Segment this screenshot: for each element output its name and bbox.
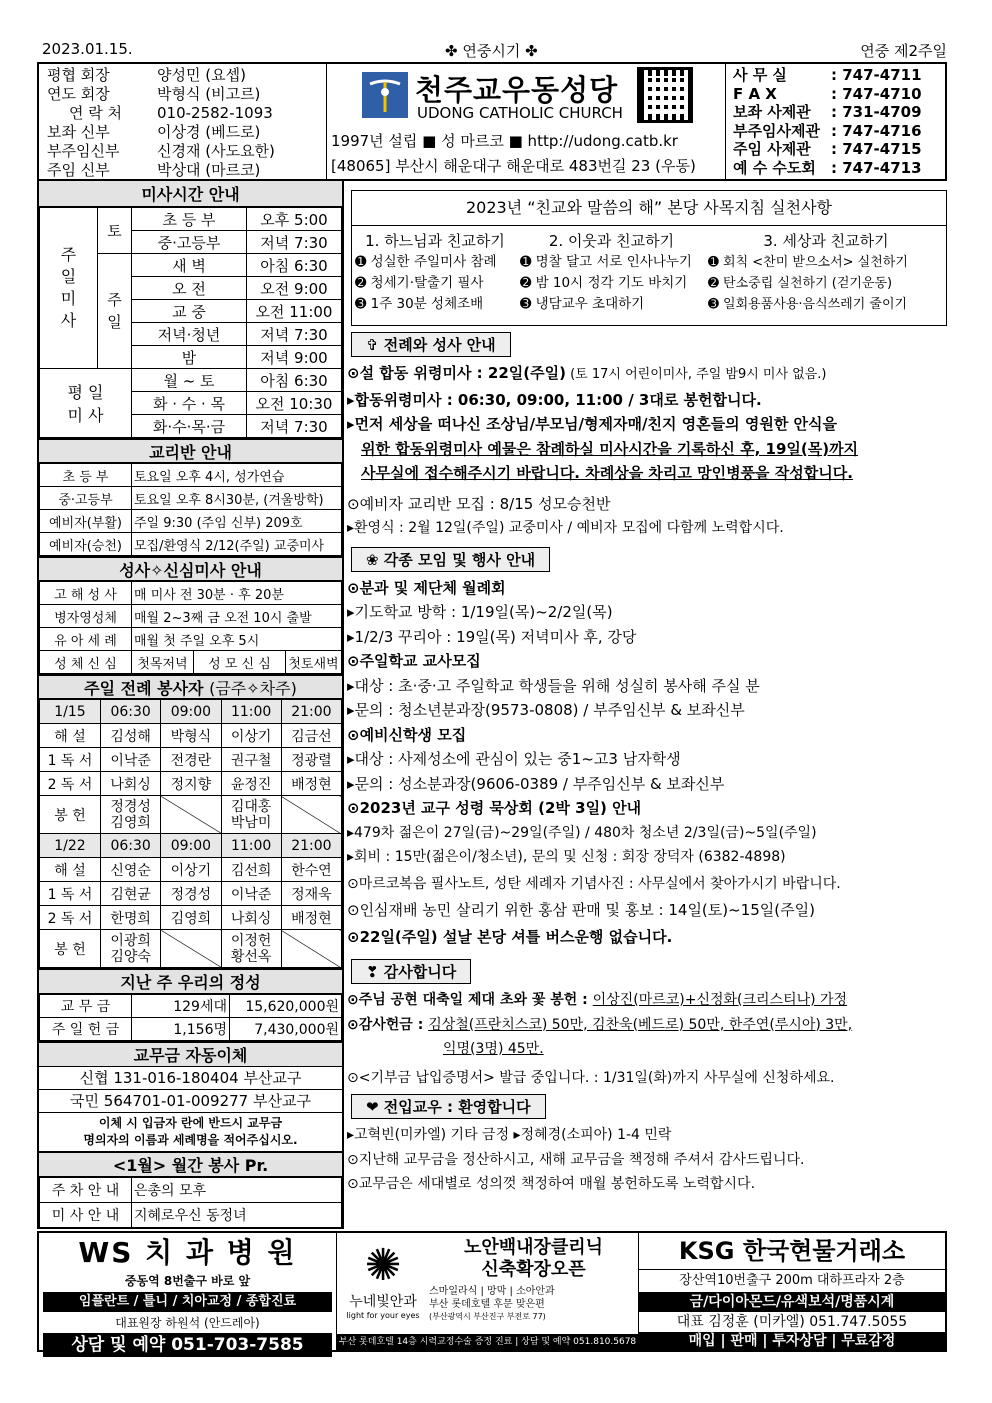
server-name: 전경란 [161, 748, 221, 772]
staff-row: 연 락 처 010-2582-1093 [69, 104, 273, 122]
empty-slot [281, 930, 341, 968]
mass-time: 저녁 7:30 [247, 323, 342, 346]
server-name: 신영순 [101, 858, 161, 882]
ad-dental[interactable] [39, 1233, 337, 1355]
church-title-block [326, 64, 726, 181]
liturgy-line: ⊙예비자 교리반 모집 : 8/15 성모승천반 [347, 494, 611, 513]
staff-row: 보좌 신부 이상경 (베드로) [47, 123, 261, 141]
mass-time: 아침 6:30 [247, 254, 342, 277]
sacrament-value: 매 미사 전 30분 · 후 20분 [132, 582, 342, 605]
ad-dental-location: 중동역 8번출구 바로 앞 [124, 1274, 251, 1288]
mass-who: 화 · 수 · 목 [132, 392, 247, 415]
mass-slot: 09:00 [161, 834, 221, 858]
role: 1 독 서 [40, 882, 101, 906]
monthly-key: 미 사 안 내 [40, 1203, 132, 1228]
mass-time: 아침 6:30 [247, 369, 342, 392]
monthly-service-title: <1월> 월간 봉사 Pr. [39, 1151, 342, 1177]
welcome-line: ▸고혁빈(미카엘) 기타 금정 ▸정혜경(소피아) 1-4 민락 [347, 1127, 672, 1143]
policy-column [705, 226, 946, 315]
server-name: 김대홍 박남미 [221, 796, 281, 834]
event-line: ⊙2023년 교구 성령 묵상회 (2박 3일) 안내 [347, 799, 642, 817]
thanks-line: ⊙감사헌금 : 김상철(프란치스코) 50만, 김찬욱(베드로) 50만, 한주연(루시아) 3만, [347, 1016, 853, 1033]
server-name: 이낙준 [101, 748, 161, 772]
server-name: 배정현 [281, 906, 341, 930]
catechism-value: 토요일 오후 8시30분, (겨울방학) [132, 487, 342, 510]
server-name: 한명희 [101, 906, 161, 930]
catechism-key: 예비자(부활) [40, 510, 132, 533]
role: 해 설 [40, 858, 101, 882]
mass-slot: 21:00 [281, 834, 341, 858]
ad-eye-info: 스마일라식 | 망막 | 소아안과 [429, 1286, 555, 1297]
offering-key: 교 무 금 [40, 995, 132, 1018]
mass-time: 오전 10:30 [247, 392, 342, 415]
header [37, 62, 947, 181]
ad-eye-logo [337, 1233, 429, 1350]
liturgy-line: ▸환영식 : 2월 12일(주일) 교중미사 / 예비자 모집에 다함께 노력합시다. [347, 520, 784, 536]
staff-list [47, 66, 275, 180]
sacrament-key: 성 모 신 심 [194, 651, 286, 674]
server-name: 권구철 [221, 748, 281, 772]
liturgy-line: ⊙설 합동 위령미사 : 22일(주일) (토 17시 어린이미사, 주일 밤9시 미사 없음.) [347, 364, 827, 382]
mass-slot: 11:00 [221, 700, 281, 724]
sacrament-key: 유 아 세 례 [40, 628, 132, 651]
offering-key: 주 일 헌 금 [40, 1018, 132, 1041]
servers-table [39, 699, 342, 968]
event-line: ⊙22일(주일) 설날 본당 셔틀 버스운행 없습니다. [347, 927, 673, 946]
ad-eye-contact: 부산 롯데호텔 14층 시력교정수술 증정 진료 | 상담 및 예약 051.810.5678 [337, 1334, 638, 1350]
ad-exchange[interactable] [639, 1233, 945, 1350]
mass-time: 오전 11:00 [247, 300, 342, 323]
empty-slot [161, 930, 221, 968]
offering-count: 1,156명 [132, 1018, 230, 1041]
offering-table [39, 994, 342, 1041]
mass-slot: 06:30 [101, 700, 161, 724]
thanks-section-title: ❣ 감사합니다 [351, 959, 471, 984]
policy-title: 2023년 “친교와 말씀의 해” 본당 사목지침 실천사항 [352, 191, 946, 226]
main-content [347, 190, 947, 1197]
catechism-title: 교리반 안내 [39, 438, 342, 463]
sun-icon: ✺ [364, 1240, 402, 1291]
event-line: ⊙인심재배 농민 살리기 위한 홍삼 판매 및 홍보 : 14일(토)~15일(주일) [347, 901, 815, 919]
policy-item: ➊ 명찰 달고 서로 인사나누기 [520, 254, 692, 270]
ad-exchange-name: KSG 한국현물거래소 [639, 1233, 945, 1270]
contact-row: 주임 사제관 : 747-4715 [733, 140, 922, 158]
policy-item: ➌ 1주 30분 성체조배 [355, 296, 484, 312]
liturgical-week: 연중 제2주일 [860, 42, 947, 60]
ad-eye-title: 노안백내장클리닉 [463, 1237, 604, 1258]
policy-item: ➊ 회칙 <찬미 받으소서> 실천하기 [708, 255, 908, 270]
ad-eye-info: 부산 롯데호텔 후문 맞은편 [429, 1299, 545, 1310]
offering-count: 129세대 [132, 995, 230, 1018]
offering-amount: 7,430,000원 [230, 1018, 342, 1041]
mass-time: 저녁 7:30 [247, 415, 342, 438]
policy-column [517, 226, 705, 315]
policy-item: ➋ 밤 10시 정각 기도 바치기 [520, 275, 688, 291]
mass-who: 초 등 부 [132, 208, 247, 231]
week-date: 1/22 [40, 834, 101, 858]
event-line: ⊙분과 및 제단체 월례회 [347, 578, 506, 597]
mass-who: 월 ~ 토 [132, 369, 247, 392]
ad-dental-phone: 상담 및 예약 051-703-7585 [43, 1333, 332, 1357]
ad-exchange-services: 매입 | 판매 | 투자상담 | 무료감정 [639, 1332, 945, 1351]
catechism-value: 주일 9:30 (주임 신부) 209호 [132, 510, 342, 533]
role: 2 독 서 [40, 772, 101, 796]
weekday-mass-label: 평 일 미 사 [40, 369, 132, 438]
church-name-en: UDONG CATHOLIC CHURCH [417, 104, 623, 122]
monthly-value: 은총의 모후 [132, 1178, 342, 1203]
ad-eye-info: (부산광역시 부산진구 부전로 77) [429, 1312, 546, 1321]
saturday-label: 토 [98, 208, 132, 254]
ad-dental-services: 임플란트 / 틀니 / 치아교정 / 종합진료 [43, 1292, 332, 1312]
autopay-note: 이체 시 입금자 란에 반드시 교무금 명의자의 이름과 세례명을 적어주십시오. [83, 1116, 298, 1147]
sacrament-value: 매월 2~3째 금 오전 10시 출발 [132, 605, 342, 628]
server-name: 정지향 [161, 772, 221, 796]
event-line: ⊙예비신학생 모집 [347, 725, 467, 744]
sunday-label: 주 일 [98, 254, 132, 369]
ad-exchange-goods: 금/다이아몬드/유색보석/명품시계 [639, 1292, 945, 1312]
mass-who: 중·고등부 [132, 231, 247, 254]
role: 2 독 서 [40, 906, 101, 930]
ad-dental-name: WS 치 과 병 원 [78, 1236, 297, 1269]
mass-times-title: 미사시간 안내 [39, 181, 342, 207]
sacrament-key: 고 해 성 사 [40, 582, 132, 605]
mass-who: 오 전 [132, 277, 247, 300]
mass-who: 저녁·청년 [132, 323, 247, 346]
church-name: 천주교우동성당 [415, 73, 619, 107]
server-name: 윤정진 [221, 772, 281, 796]
sacrament-value: 매월 첫 주일 오후 5시 [132, 628, 342, 651]
event-line: ⊙주일학교 교사모집 [347, 652, 481, 670]
mass-slot: 06:30 [101, 834, 161, 858]
welcome-line: ⊙지난해 교무금을 정산하시고, 새해 교무금을 책정해 주셔서 감사드립니다. [347, 1151, 805, 1168]
server-name: 이정헌 황선옥 [221, 930, 281, 968]
church-logo [362, 72, 408, 118]
server-name: 이광희 김양숙 [101, 930, 161, 968]
catechism-value: 모집/환영식 2/12(주일) 교중미사 [132, 533, 342, 556]
left-sidebar [37, 181, 344, 1229]
event-line: ▸회비 : 15만(젊은이/청소년), 문의 및 신청 : 회장 장덕자 (6382-4898) [347, 849, 786, 865]
sacrament-table [39, 581, 342, 674]
ad-eye-text [429, 1233, 638, 1350]
catechism-key: 예비자(승천) [40, 533, 132, 556]
liturgy-line: 사무실에 접수해주시기 바랍니다. 차례상을 차리고 망인병풍을 작성합니다. [361, 464, 853, 482]
monthly-key: 주 차 안 내 [40, 1178, 132, 1203]
welcome-line: ⊙교무금은 세대별로 성의껏 책정하여 매월 봉헌하도록 노력합시다. [347, 1176, 756, 1192]
liturgy-line: 위한 합동위령미사 예물은 참례하실 미사시간을 기록하신 후, 19일(목)까지 [361, 439, 859, 458]
mass-who: 교 중 [132, 300, 247, 323]
contact-list [733, 66, 922, 177]
event-line: ▸문의 : 성소분과장(9606-0389 / 부주임신부 & 보좌신부 [347, 774, 725, 793]
catechism-key: 중·고등부 [40, 487, 132, 510]
server-name: 김금선 [281, 724, 341, 748]
monthly-value: 지혜로우신 동정녀 [132, 1203, 342, 1228]
policy-item: ➌ 냉담교우 초대하기 [520, 296, 645, 312]
mass-who: 밤 [132, 346, 247, 369]
thanks-line: ⊙<기부금 납입증명서> 발급 중입니다. : 1/31일(화)까지 사무실에 신청하세요. [347, 1069, 835, 1086]
mass-time: 저녁 9:00 [247, 346, 342, 369]
contact-row: 예 수 수도회 : 747-4713 [733, 158, 922, 177]
thanks-line: 익명(3명) 45만. [443, 1041, 544, 1057]
policy-item: ➌ 일회용품사용·음식쓰레기 줄이기 [708, 297, 908, 312]
server-name: 이상기 [161, 858, 221, 882]
offering-title: 지난 주 우리의 정성 [39, 968, 342, 994]
church-address: [48065] 부산시 해운대구 해운대로 483번길 23 (우동) [331, 157, 696, 175]
catechism-key: 초 등 부 [40, 464, 132, 487]
sacrament-title: 성사✧신심미사 안내 [39, 556, 342, 581]
event-line: ▸479차 젊은이 27일(금)~29일(주일) / 480차 청소년 2/3일(금)~5일(주일) [347, 824, 817, 841]
staff-row: 평협 회장 양성민 (요셉) [47, 66, 246, 84]
ad-dental-rep: 대표원장 하원석 (안드레아) [115, 1316, 260, 1330]
mass-who: 화·수·목·금 [132, 415, 247, 438]
autopay-title: 교무금 자동이체 [39, 1041, 342, 1067]
server-name: 나회싱 [221, 906, 281, 930]
policy-item: ➋ 탄소중립 실천하기 (걷기운동) [708, 276, 893, 291]
event-line: ▸대상 : 사제성소에 관심이 있는 중1~고3 남자학생 [347, 750, 681, 768]
server-name: 이낙준 [221, 882, 281, 906]
monthly-service-table [39, 1177, 342, 1228]
welcome-section-title: ❤ 전입교우 : 환영합니다 [351, 1094, 546, 1119]
role: 봉 헌 [40, 796, 101, 834]
offering-amount: 15,620,000원 [230, 995, 342, 1018]
ad-eye-subtitle: 신축확장오픈 [481, 1259, 586, 1280]
liturgy-section-title: ✞ 전례와 성사 안내 [351, 332, 511, 357]
ad-eye-clinic[interactable] [337, 1233, 639, 1350]
mass-times-table [39, 207, 342, 438]
pastoral-policy-box [351, 190, 947, 326]
event-line: ⊙마르코복음 필사노트, 성탄 세례자 기념사진 : 사무실에서 찾아가시기 바랍니다. [347, 875, 841, 892]
ad-eye-slogan: light for your eyes [346, 1311, 420, 1320]
catechism-table [39, 463, 342, 556]
liturgical-season: ✤ 연중시기 ✤ [445, 42, 538, 60]
mass-slot: 21:00 [281, 700, 341, 724]
thanks-line: ⊙주님 공현 대축일 제대 초와 꽃 봉헌 : 이상진(마르코)+신정화(크리스티나) 가정 [347, 992, 848, 1008]
mass-slot: 09:00 [161, 700, 221, 724]
event-line: ▸대상 : 초·중·고 주일학교 학생들을 위해 성실히 봉사해 주실 분 [347, 676, 760, 695]
mass-who: 새 벽 [132, 254, 247, 277]
mass-time: 저녁 7:30 [247, 231, 342, 254]
server-name: 정경성 [161, 882, 221, 906]
sacrament-key: 성 체 신 심 [40, 651, 132, 674]
policy-item: ➋ 청세기·탈출기 필사 [355, 275, 484, 291]
ad-eye-brand: 누네빛안과 [349, 1294, 417, 1310]
staff-row: 연도 회장 박형식 (비고르) [47, 85, 261, 103]
server-name: 한수연 [281, 858, 341, 882]
church-established: 1997년 설립 ■ 성 마르코 ■ http://udong.catb.kr [331, 132, 678, 150]
issue-date: 2023.01.15. [42, 40, 133, 58]
ad-exchange-rep: 대표 김정훈 (미카엘) 051.747.5055 [676, 1314, 908, 1330]
server-name: 나회싱 [101, 772, 161, 796]
mass-time: 오후 5:00 [247, 208, 342, 231]
policy-column [352, 226, 517, 315]
server-name: 김영희 [161, 906, 221, 930]
server-name: 이상기 [221, 724, 281, 748]
advertisement-bar [37, 1231, 947, 1355]
autopay-account-1: 신협 131-016-180404 부산교구 [39, 1067, 342, 1090]
sacrament-key: 병자영성체 [40, 605, 132, 628]
event-line: ▸1/2/3 꾸리아 : 19일(목) 저녁미사 후, 강당 [347, 627, 637, 646]
server-name: 김선희 [221, 858, 281, 882]
contact-row: 사 무 실 : 747-4711 [733, 66, 922, 84]
sacrament-value: 첫목저녁 [132, 651, 194, 674]
contact-row: 부주임사제관 : 747-4716 [733, 121, 922, 140]
server-name: 정경성 김영희 [101, 796, 161, 834]
policy-heading: 3. 세상과 친교하기 [763, 232, 889, 250]
empty-slot [281, 796, 341, 834]
qr-code[interactable] [637, 67, 693, 123]
staff-row: 부주임신부 신경재 (사도요한) [47, 142, 275, 160]
server-name: 김현균 [101, 882, 161, 906]
role: 1 독 서 [40, 748, 101, 772]
server-name: 배정현 [281, 772, 341, 796]
contact-row: 보좌 사제관 : 731-4709 [733, 103, 922, 121]
empty-slot [161, 796, 221, 834]
sunday-mass-label: 주 일 미 사 [40, 208, 98, 369]
servers-title: 주일 전례 봉사자 (금주✧차주) [39, 674, 342, 699]
week-date: 1/15 [40, 700, 101, 724]
event-line: ▸기도학교 방학 : 1/19일(목)~2/2일(목) [347, 603, 613, 621]
event-line: ▸문의 : 청소년분과장(9573-0808) / 부주임신부 & 보좌신부 [347, 701, 745, 719]
liturgy-line: ▸먼저 세상을 떠나신 조상님/부모님/형제자매/친지 영혼들의 영원한 안식을 [347, 415, 838, 433]
events-section-title: ❀ 각종 모임 및 행사 안내 [351, 547, 550, 572]
catechism-value: 토요일 오후 4시, 성가연습 [132, 464, 342, 487]
ad-exchange-location: 장산역10번출구 200m 대하프라자 2층 [679, 1273, 905, 1288]
server-name: 박형식 [161, 724, 221, 748]
server-name: 정재욱 [281, 882, 341, 906]
role: 봉 헌 [40, 930, 101, 968]
server-name: 김성해 [101, 724, 161, 748]
mass-time: 오전 9:00 [247, 277, 342, 300]
role: 해 설 [40, 724, 101, 748]
contact-row: F A X : 747-4710 [733, 84, 922, 103]
policy-heading: 2. 이웃과 친교하기 [548, 232, 675, 250]
sacrament-value: 첫토새벽 [286, 651, 342, 674]
liturgy-line: ▸합동위령미사 : 06:30, 09:00, 11:00 / 3대로 봉헌합니다. [347, 390, 762, 409]
mass-slot: 11:00 [221, 834, 281, 858]
policy-columns [352, 226, 946, 315]
staff-row: 주임 신부 박상대 (마르코) [47, 161, 261, 179]
policy-heading: 1. 하느님과 친교하기 [365, 232, 505, 250]
policy-item: ➊ 성실한 주일미사 참례 [355, 254, 497, 270]
server-name: 정광렬 [281, 748, 341, 772]
autopay-account-2: 국민 564701-01-009277 부산교구 [39, 1090, 342, 1113]
